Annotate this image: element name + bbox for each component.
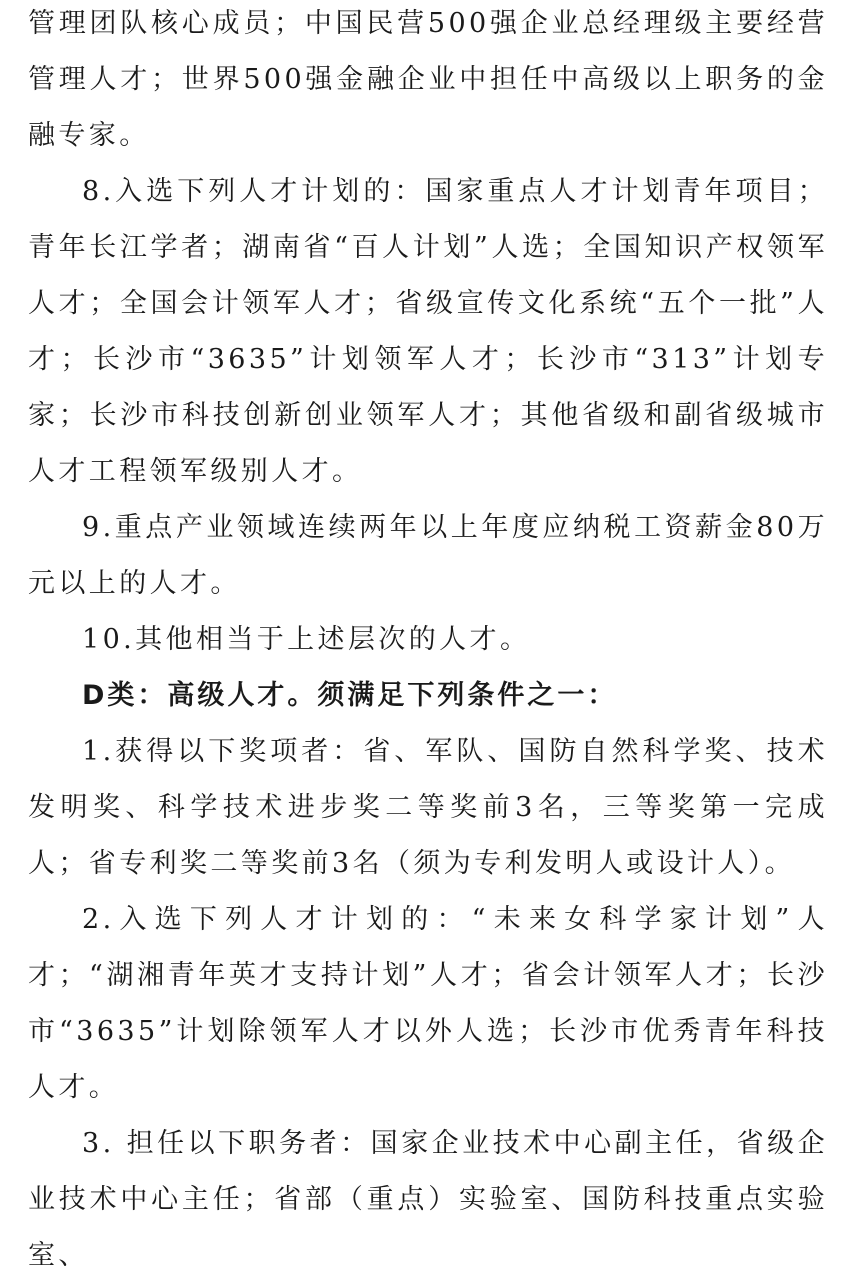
paragraph-item-8: 8.入选下列人才计划的：国家重点人才计划青年项目；青年长江学者；湖南省“百人计划”人选；全国知识产权领军人才；全国会计领军人才；省级宣传文化系统“五个一批”人才；长沙市“3635”计划领军人才；长沙市“313”计划专家；长沙市科技创新创业领军人才；其他省级和副省级城市人才工程领军级别人才。: [28, 176, 828, 487]
paragraph-item-9: 9.重点产业领域连续两年以上年度应纳税工资薪金80万元以上的人才。: [28, 512, 828, 599]
document-page: [28, 0, 828, 1284]
paragraph-item-10: 10.其他相当于上述层次的人才。: [82, 624, 531, 655]
paragraph-d-item-1: 1.获得以下奖项者：省、军队、国防自然科学奖、技术发明奖、科学技术进步奖二等奖前3名，三等奖第一完成人；省专利奖二等奖前3名（须为专利发明人或设计人）。: [28, 736, 828, 879]
paragraph-d-item-2: 2.入选下列人才计划的：“未来女科学家计划”人才；“湖湘青年英才支持计划”人才；省会计领军人才；长沙市“3635”计划除领军人才以外人选；长沙市优秀青年科技人才。: [28, 904, 828, 1103]
paragraph-d-item-3: 3. 担任以下职务者：国家企业技术中心副主任，省级企业技术中心主任；省部（重点）实验室、国防科技重点实验室、: [28, 1128, 828, 1271]
paragraph-continuation: 管理团队核心成员；中国民营500强企业总经理级主要经营管理人才；世界500强金融企业中担任中高级以上职务的金融专家。: [28, 8, 828, 151]
section-heading-class-d: D类：高级人才。须满足下列条件之一：: [82, 680, 618, 711]
